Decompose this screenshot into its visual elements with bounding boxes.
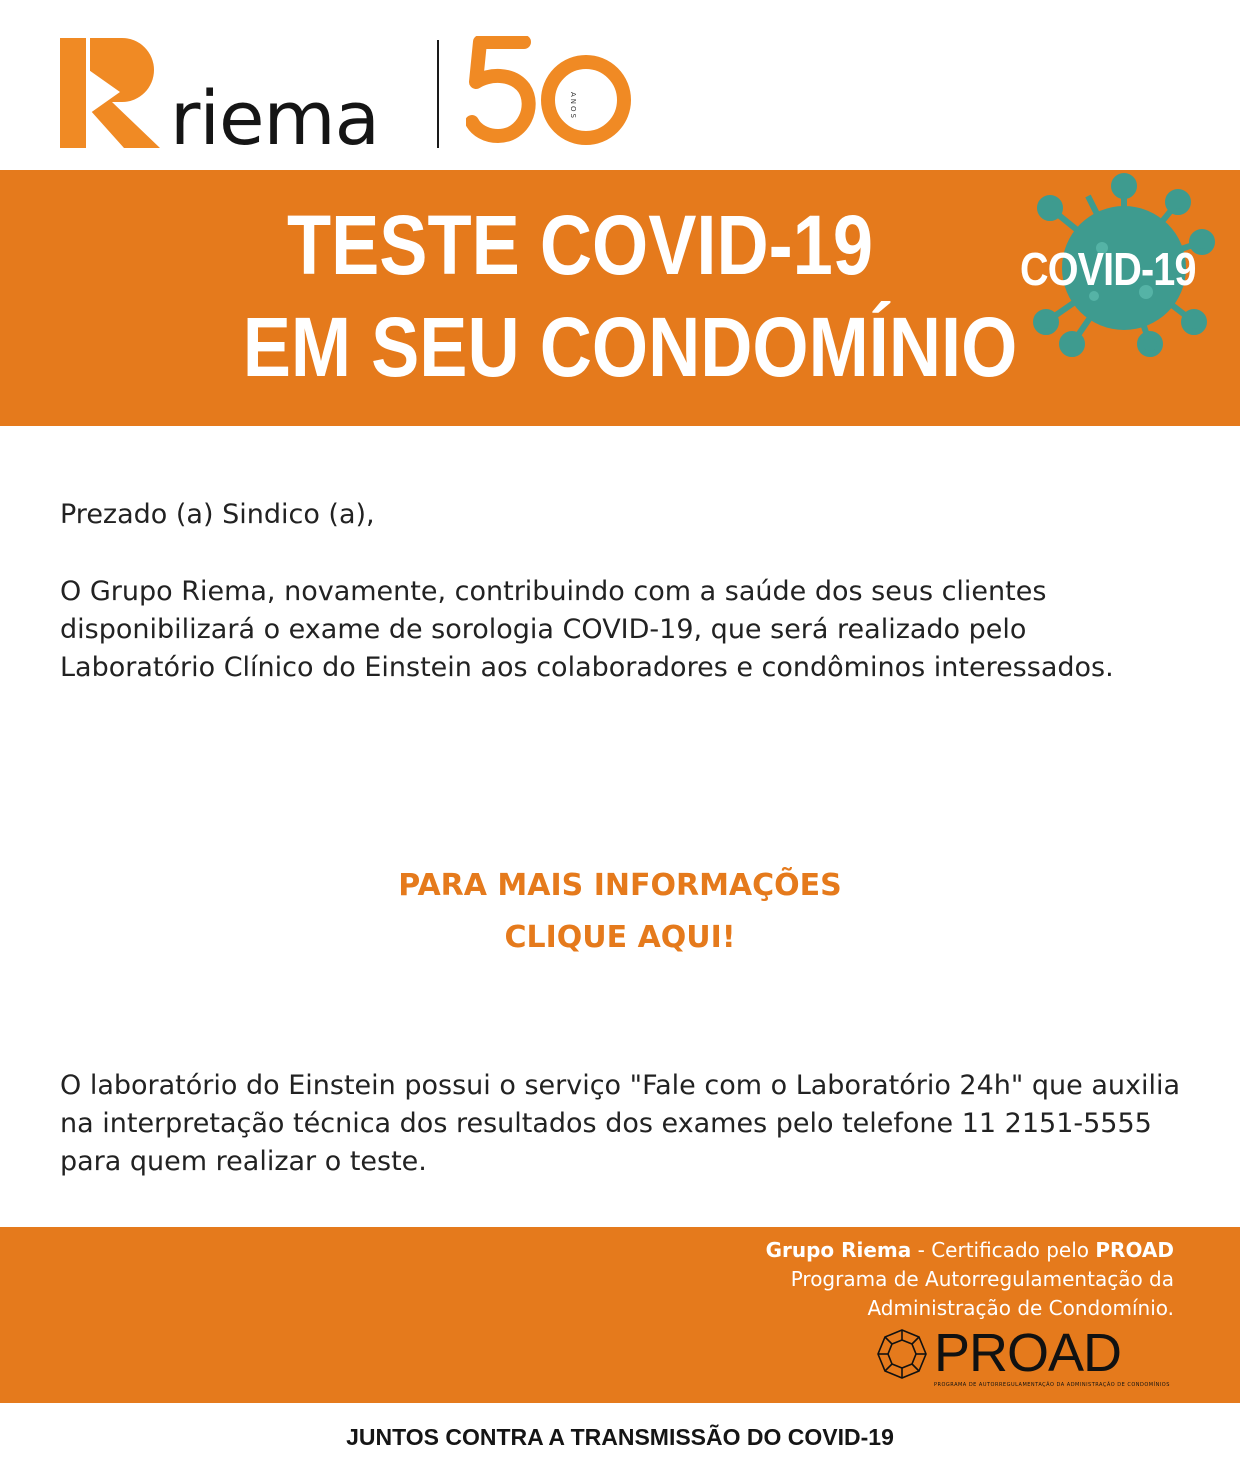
footer-program-line: Programa de Autorregulamentação da — [790, 1267, 1174, 1291]
fifty-years-mark-icon — [466, 36, 636, 148]
footer-certified-text: - Certificado pelo — [911, 1238, 1096, 1262]
page-title-line-2: EM SEU CONDOMÍNIO — [242, 300, 1018, 394]
footer-certification-line — [766, 1237, 1174, 1264]
logo-divider — [437, 40, 439, 148]
covid-badge-label: COVID-19 — [1020, 243, 1196, 295]
slogan: JUNTOS CONTRA A TRANSMISSÃO DO COVID-19 — [346, 1424, 894, 1450]
covid-badge — [1016, 172, 1240, 362]
more-info-link-line-2: CLIQUE AQUI! — [504, 920, 736, 955]
footer-admin-line: Administração de Condomínio. — [867, 1296, 1174, 1320]
intro-paragraph: O Grupo Riema, novamente, contribuindo com a saúde dos seus clientes disponibilizará o exame de sorologia COVID-19, que será realizado pelo Laboratório Clínico do Einstein aos colaboradores e condôminos interessados. — [60, 576, 1114, 683]
fifty-years-logo — [466, 36, 636, 148]
greeting: Prezado (a) Sindico (a), — [60, 499, 375, 530]
riema-mark-icon — [60, 38, 160, 148]
footer-company-name: Grupo Riema — [765, 1238, 912, 1262]
proad-subtitle: PROGRAMA DE AUTORREGULAMENTAÇÃO DA ADMINISTRAÇÃO DE CONDOMÍNIOS — [934, 1382, 1170, 1388]
page-title-line-1: TESTE COVID-19 — [286, 198, 874, 292]
footer-banner — [0, 1227, 1240, 1403]
more-info-link-line-1: PARA MAIS INFORMAÇÕES — [398, 868, 842, 903]
anos-label: ANOS — [568, 92, 577, 120]
proad-logo — [876, 1323, 1170, 1396]
more-info-link[interactable] — [320, 860, 920, 964]
riema-wordmark: riema — [170, 76, 379, 162]
footer-proad-name: PROAD — [1095, 1238, 1174, 1262]
lab-info-paragraph: O laboratório do Einstein possui o serviço "Fale com o Laboratório 24h" que auxilia na interpretação técnica dos resultados dos exames pelo telefone 11 2151-5555 para quem realizar o teste. — [60, 1070, 1181, 1177]
proad-gem-icon — [876, 1328, 928, 1380]
riema-logo — [60, 38, 420, 162]
proad-wordmark: PROAD — [934, 1323, 1122, 1383]
